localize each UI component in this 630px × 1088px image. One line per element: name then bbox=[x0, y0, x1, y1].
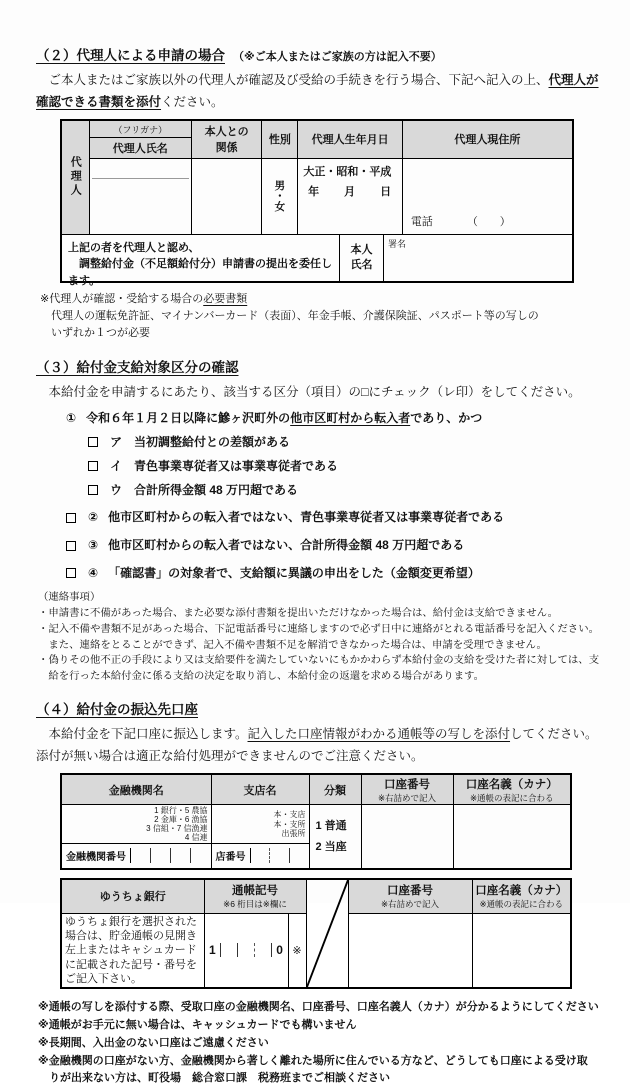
branch-name-field[interactable] bbox=[211, 804, 309, 843]
branch-code-boxes[interactable] bbox=[250, 848, 309, 863]
branch-code-row[interactable] bbox=[211, 843, 309, 869]
category1-option-a: ア 当初調整給付との差額がある bbox=[88, 434, 602, 451]
account-holder-field[interactable] bbox=[453, 804, 571, 869]
relation-header: 本人との 関係 bbox=[192, 120, 262, 158]
phone-field[interactable]: 電話 （ ） bbox=[410, 215, 511, 228]
passbook-symbol-note: ※6 桁目は※欄に bbox=[223, 899, 287, 910]
bank-name-field[interactable] bbox=[61, 804, 211, 843]
passbook-symbol-boxes[interactable] bbox=[204, 913, 288, 988]
bank-code-row[interactable] bbox=[61, 843, 211, 869]
section2-intro-emphasis: 代理人が確認できる書類を添付 bbox=[36, 73, 599, 109]
account-holder-note: ※通帳の表記に合わる bbox=[469, 792, 554, 803]
bank-name-header: 金融機関名 bbox=[61, 774, 211, 804]
furigana-field[interactable] bbox=[92, 159, 189, 179]
section3-title: （３）給付金支給対象区分の確認 bbox=[36, 359, 239, 375]
passbook-digit-5[interactable]: 0 bbox=[271, 943, 288, 957]
passbook-digit-1[interactable]: 1 bbox=[209, 943, 216, 958]
ymd-blanks[interactable]: 年 月 日 bbox=[308, 185, 393, 198]
signature-label: 署名 bbox=[388, 238, 407, 249]
category1-line: ① 令和６年１月２日以降に鰺ヶ沢町外の他市区町村から転入者であり、かつ bbox=[66, 411, 483, 426]
yucho-account-number-header: 口座番号 ※右詰めで記入 bbox=[348, 879, 472, 913]
address-header: 代理人現住所 bbox=[402, 120, 573, 158]
yucho-account-holder-header: 口座名義（カナ） ※通帳の表記に合わる bbox=[472, 879, 571, 913]
diagonal-line-icon bbox=[307, 880, 348, 987]
bank-code-boxes[interactable] bbox=[130, 848, 211, 863]
account-number-header: 口座番号 ※右詰めで記入 bbox=[361, 774, 453, 804]
branch-code-label: 店番号 bbox=[215, 852, 246, 864]
diagonal-divider bbox=[306, 879, 348, 988]
bank-account-table bbox=[60, 773, 572, 870]
proxy-name-label: 代理人氏名 bbox=[112, 142, 168, 155]
section2-intro: ご本人またはご家族以外の代理人が確認及び受給の手続きを行う場合、下記へ記入の上、代理人が確認できる書類を添付ください。 bbox=[36, 73, 599, 109]
birthdate-header: 代理人生年月日 bbox=[298, 120, 402, 158]
passbook-symbol-header: 通帳記号 ※6 桁目は※欄に bbox=[204, 879, 306, 913]
principal-name-label: 本人 氏名 bbox=[339, 235, 383, 281]
checkbox-option-u[interactable] bbox=[88, 485, 98, 495]
checkbox-category3[interactable] bbox=[66, 541, 76, 551]
category2-line: ② 他市区町村からの転入者ではない、青色事業専従者又は事業専従者である bbox=[66, 509, 602, 526]
proxy-row-label: 代理人 bbox=[61, 120, 89, 234]
category1-option-i: イ 青色事業専従者又は事業専従者である bbox=[88, 458, 602, 475]
account-number-note: ※右詰めで記入 bbox=[377, 792, 437, 803]
section-eligibility-category bbox=[36, 356, 602, 685]
proxy-info-table bbox=[60, 119, 574, 287]
branch-name-header: 支店名 bbox=[211, 774, 309, 804]
category4-line: ④ 「確認書」の対象者で、支給額に異議の申出をした（金額変更希望） bbox=[66, 565, 602, 582]
yucho-bank-label: ゆうちょ銀行 bbox=[61, 879, 204, 913]
furigana-label: （フリガナ） bbox=[90, 123, 191, 138]
delegation-statement: 上記の者を代理人と認め、 調整給付金（不足額給付分）申請書の提出を委任します。 bbox=[68, 241, 332, 287]
account-class-field[interactable]: 1 普通 2 当座 bbox=[309, 804, 361, 869]
proxy-name-field[interactable] bbox=[89, 158, 191, 234]
era-options[interactable]: 大正・昭和・平成 bbox=[303, 165, 392, 178]
checkbox-category2[interactable] bbox=[66, 513, 76, 523]
checkbox-option-i[interactable] bbox=[88, 461, 98, 471]
sex-options[interactable]: 男・女 bbox=[273, 180, 286, 212]
section-proxy-application bbox=[36, 44, 602, 342]
section4-title: （４）給付金の振込先口座 bbox=[36, 702, 198, 718]
yucho-account-holder-field[interactable] bbox=[472, 913, 571, 988]
yucho-account-number-note: ※右詰めで記入 bbox=[380, 899, 440, 910]
account-number-boxes[interactable] bbox=[361, 804, 453, 869]
bank-code-label: 金融機関番号 bbox=[66, 852, 126, 864]
proxy-name-header bbox=[89, 120, 191, 158]
signature-field[interactable] bbox=[383, 235, 572, 281]
section2-title-note: （※ご本人またはご家族の方は記入不要） bbox=[233, 51, 442, 63]
checkbox-category4[interactable] bbox=[66, 568, 76, 578]
checkbox-option-a[interactable] bbox=[88, 437, 98, 447]
class-header: 分類 bbox=[309, 774, 361, 804]
section4-intro: 本給付金を下記口座に振込します。記入した口座情報がわかる通帳等の写しを添付してください。 添付が無い場合は適正な給付処理ができませんのでご注意ください。 bbox=[36, 727, 598, 763]
birthdate-field[interactable] bbox=[298, 158, 402, 234]
relation-field[interactable] bbox=[192, 158, 262, 234]
account-holder-header: 口座名義（カナ） ※通帳の表記に合わる bbox=[453, 774, 571, 804]
bank-type-codes: 1 銀行・5 農協 2 金庫・6 漁協 3 信組・7 信漁連 4 信連 bbox=[146, 805, 208, 843]
category3-line: ③ 他市区町村からの転入者ではない、合計所得金額 48 万円超である bbox=[66, 537, 602, 554]
section-bank-account bbox=[36, 698, 602, 1088]
yucho-account-number-boxes[interactable] bbox=[348, 913, 472, 988]
branch-type-codes: 本・支店 本・支所 出張所 bbox=[273, 810, 306, 838]
section3-intro: 本給付金を申請するにあたり、該当する区分（項目）の□にチェック（レ印）をしてください。 bbox=[36, 384, 581, 399]
yucho-help-text: ゆうちょ銀行を選択された場合は、貯金通帳の見開き左上またはキャシュカードに記載された記号・番号をご記入下さい。 bbox=[61, 913, 204, 988]
passbook-star-column[interactable]: ※ bbox=[288, 913, 306, 988]
proxy-required-docs: ※代理人が確認・受給する場合の必要書類 代理人の運転免許証、マイナンバーカード（表面）、年金手帳、介護保険証、パスポート等の写しの いずれか１つが必要 bbox=[40, 292, 539, 339]
section4-intro-emphasis: 記入した口座情報がわかる通帳等の写しを添付 bbox=[247, 727, 511, 742]
account-notes: ※通帳の写しを添付する際、受取口座の金融機関名、口座番号、口座名義人（カナ）が分かるようにしてください ※通帳がお手元に無い場合は、キャッシュカードでも構いません ※長期間、入出金のない口座はご遠慮ください ※金融機関の口座がない方、金融機関から著しく離れた場所に住んでいる方など、どうしても口座による受け取 りが出来ない方は、町役場 総合窓口課 税務班までご相談ください bbox=[38, 1001, 599, 1085]
category1-option-u: ウ 合計所得金額 48 万円超である bbox=[88, 482, 602, 499]
sex-header: 性別 bbox=[262, 120, 298, 158]
section2-title: （２）代理人による申請の場合 bbox=[36, 48, 225, 63]
address-field[interactable] bbox=[402, 158, 573, 234]
sex-field[interactable] bbox=[262, 158, 298, 234]
yucho-account-holder-note: ※通帳の表記に合わる bbox=[479, 899, 564, 910]
contact-notes: （連絡事項） ・申請書に不備があった場合、また必要な添付書類を提出いただけなかった場合は、給付金は支給できません。 ・記入不備や書類不足があった場合、下記電話番号に連絡しますので必ず日中に連絡がとれる電話番号を記入ください。また、連絡をとることができず、記入不備や書類不足を解消できなかった場合は、申請を受理できません。 ・偽りその他不正の手段により又は支給要件を満たしていないにもかかわらず本給付金の支給を受けた者に対しては、支給を行った本給付金に係る支給の決定を取り消し、本給付金の返還を求める場合があります。 bbox=[38, 591, 600, 682]
yucho-account-table bbox=[60, 878, 572, 989]
